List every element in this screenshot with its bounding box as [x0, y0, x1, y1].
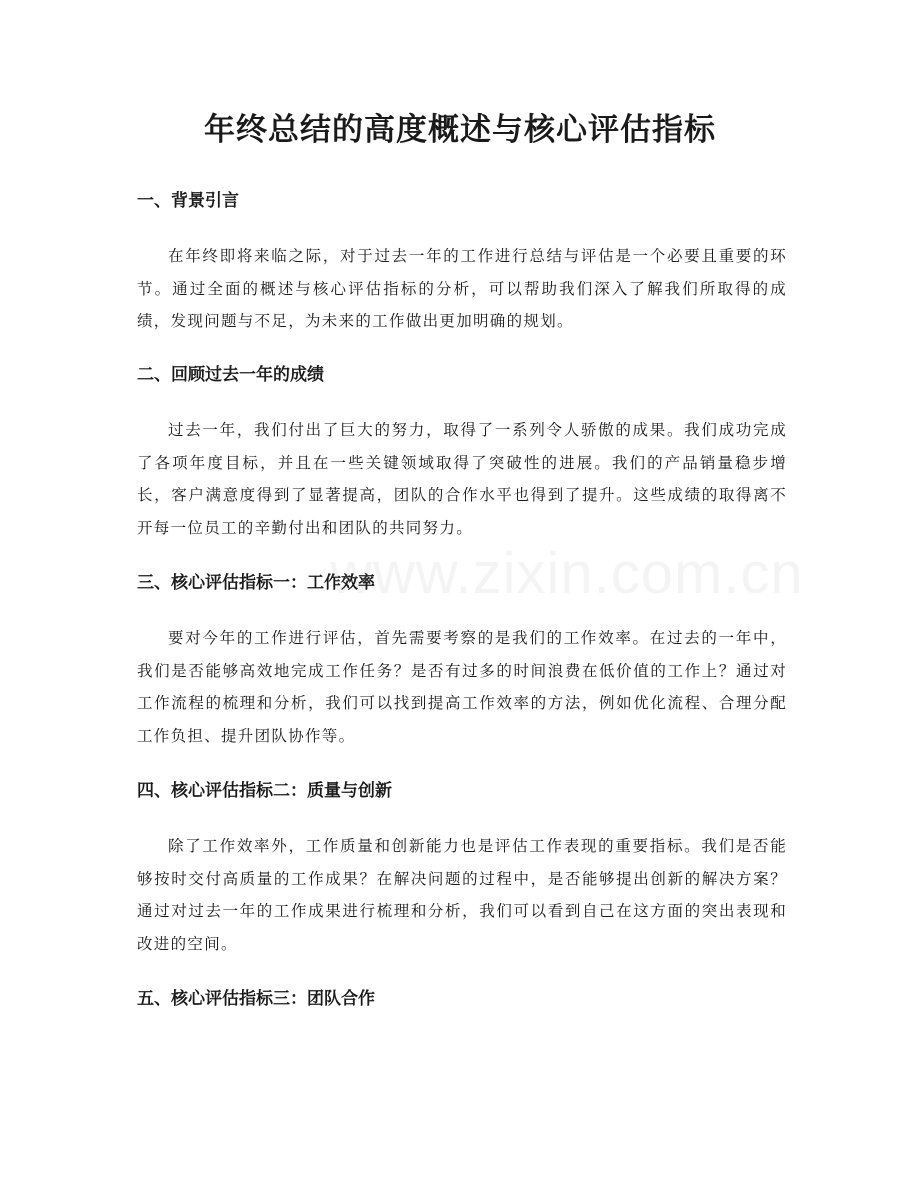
section-paragraph: 过去一年，我们付出了巨大的努力，取得了一系列令人骄傲的成果。我们成功完成了各项年度目标，并且在一些关键领域取得了突破性的进展。我们的产品销量稳步增长，客户满意度得到了显著提高，团队的合作水平也得到了提升。这些成绩的取得离不开每一位员工的辛勤付出和团队的共同努力。: [137, 421, 787, 537]
section-paragraph: 在年终即将来临之际，对于过去一年的工作进行总结与评估是一个必要且重要的环节。通过全面的概述与核心评估指标的分析，可以帮助我们深入了解我们所取得的成绩，发现问题与不足，为未来的工作做出更加明确的规划。: [137, 247, 787, 330]
section-heading: 五、核心评估指标三：团队合作: [137, 989, 375, 1009]
section-heading: 一、背景引言: [137, 191, 239, 211]
section-paragraph: 要对今年的工作进行评估，首先需要考察的是我们的工作效率。在过去的一年中，我们是否能够高效地完成工作任务？是否有过多的时间浪费在低价值的工作上？通过对工作流程的梳理和分析，我们可以找到提高工作效率的方法，例如优化流程、合理分配工作负担、提升团队协作等。: [137, 629, 787, 745]
section-review: [137, 362, 787, 544]
section-heading: 三、核心评估指标一：工作效率: [137, 573, 375, 593]
section-heading: 二、回顾过去一年的成绩: [137, 365, 324, 385]
watermark: www.zixin.com.cn: [330, 541, 804, 606]
section-efficiency: [137, 570, 787, 752]
section-heading: 四、核心评估指标二：质量与创新: [137, 781, 392, 801]
section-teamwork: [137, 986, 787, 1012]
section-quality: [137, 778, 787, 960]
section-background: [137, 188, 787, 338]
section-paragraph: 除了工作效率外，工作质量和创新能力也是评估工作表现的重要指标。我们是否能够按时交付高质量的工作成果？在解决问题的过程中，是否能够提出创新的解决方案？通过对过去一年的工作成果进行梳理和分析，我们可以看到自己在这方面的突出表现和改进的空间。: [137, 837, 787, 953]
document-title: 年终总结的高度概述与核心评估指标: [204, 112, 716, 148]
